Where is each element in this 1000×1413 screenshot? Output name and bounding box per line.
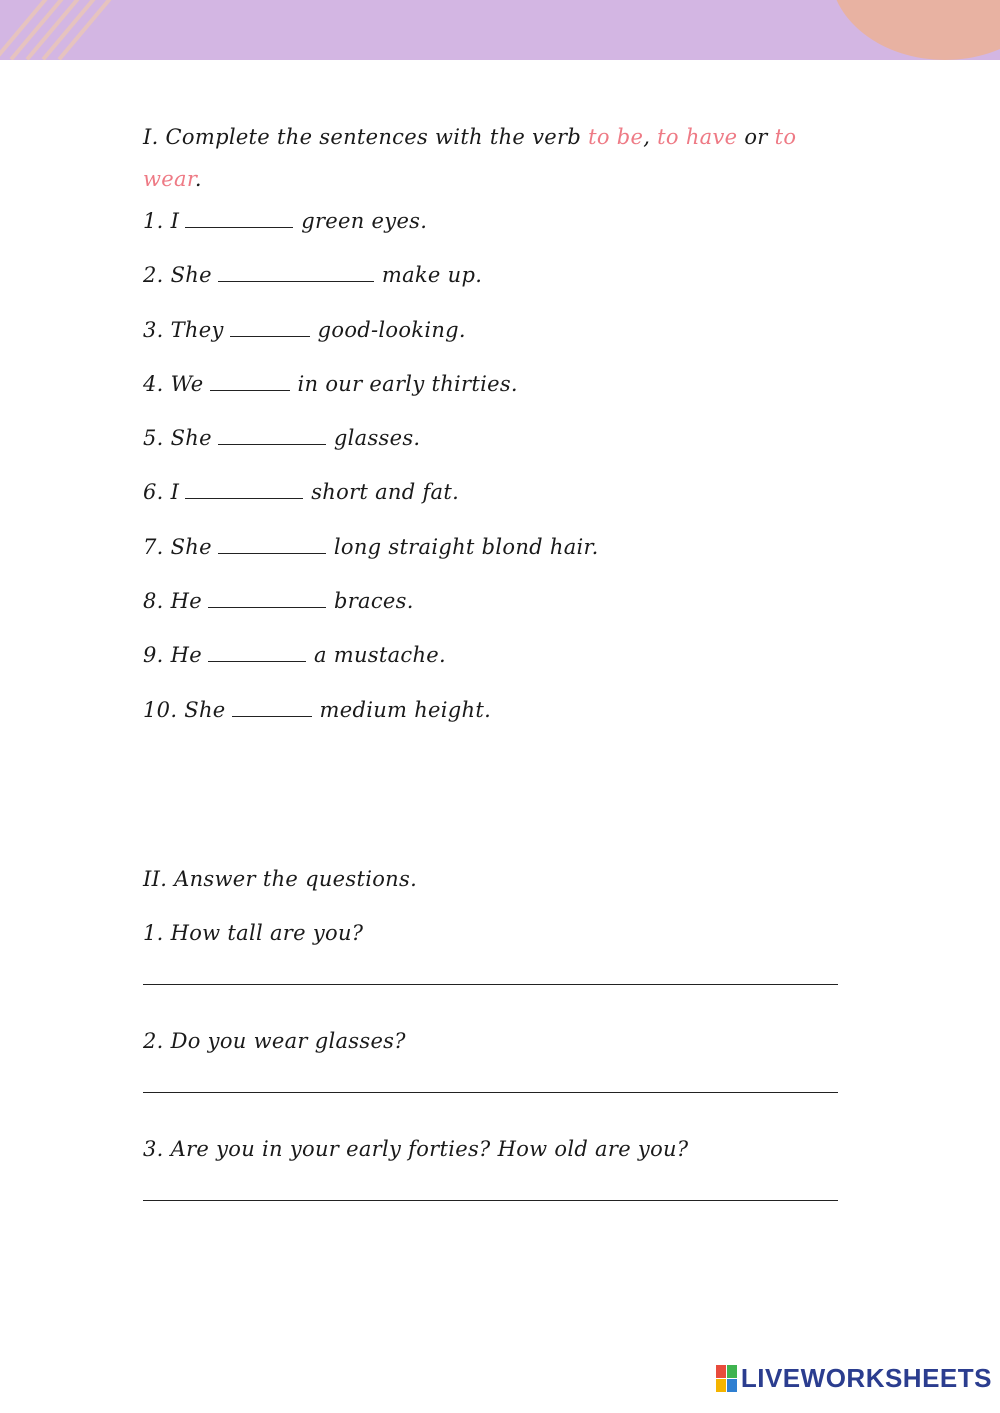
item-subject: 7. She [143, 534, 212, 559]
answer-blank[interactable] [185, 211, 293, 228]
answer-blank[interactable] [210, 374, 290, 391]
item-subject: 1. I [143, 209, 180, 233]
item-rest: medium height. [319, 697, 492, 722]
exercise-item-9 [143, 640, 863, 694]
exercise-item-4 [143, 369, 863, 423]
exercise-item-1 [143, 206, 863, 260]
item-rest: in our early thirties. [297, 371, 518, 396]
exercise-item-7 [143, 532, 863, 586]
verb-to-be: to be [588, 125, 644, 149]
question-1: 1. How tall are you? [143, 921, 364, 945]
item-subject: 9. He [143, 643, 202, 668]
separator: , [643, 125, 658, 149]
section-1-instruction [143, 116, 858, 200]
exercise-item-3 [143, 315, 863, 369]
answer-blank[interactable] [218, 265, 374, 282]
item-rest: long straight blond hair. [333, 534, 599, 559]
exercise-item-8 [143, 586, 863, 640]
answer-blank[interactable] [185, 482, 303, 499]
period: . [194, 167, 202, 191]
answer-blank[interactable] [218, 428, 326, 445]
item-rest: good-looking. [317, 317, 466, 342]
verb-to-have: to have [657, 125, 738, 149]
item-subject: 5. She [143, 426, 212, 451]
item-rest: make up. [381, 263, 483, 288]
answer-blank[interactable] [218, 537, 326, 554]
item-rest: braces. [333, 589, 414, 614]
item-rest: glasses. [333, 426, 421, 451]
answer-blank[interactable] [232, 700, 312, 717]
item-subject: 8. He [143, 589, 202, 614]
item-subject: 3. They [143, 317, 224, 342]
item-rest: a mustache. [313, 643, 447, 668]
header-band [0, 0, 1000, 60]
answer-line-2[interactable] [143, 1072, 863, 1134]
answer-line-3[interactable] [143, 1180, 863, 1242]
item-rest: short and fat. [311, 480, 460, 505]
question-2: 2. Do you wear glasses? [143, 1029, 406, 1053]
item-subject: 6. I [143, 480, 180, 505]
verb-to-wear: to wear [143, 125, 797, 191]
liveworksheets-logo-icon [716, 1365, 737, 1392]
item-subject: 10. She [143, 697, 226, 722]
section-1 [143, 116, 863, 749]
answer-blank[interactable] [208, 591, 326, 608]
section-2 [143, 864, 863, 1242]
exercise-item-5 [143, 423, 863, 477]
item-rest: green eyes. [301, 209, 428, 233]
answer-blank[interactable] [208, 645, 306, 662]
corner-blob-decoration [830, 0, 1000, 60]
answer-blank[interactable] [230, 320, 310, 337]
separator: or [737, 125, 775, 149]
item-subject: 2. She [143, 263, 212, 288]
item-subject: 4. We [143, 371, 204, 396]
section-2-title: II. Answer the questions. [143, 867, 418, 891]
instruction-text: I. Complete the sentences with the verb [143, 125, 589, 149]
exercise-item-6 [143, 477, 863, 531]
brand-name: LIVEWORKSHEETS [740, 1362, 992, 1393]
answer-line-1[interactable] [143, 964, 863, 1026]
exercise-item-10 [143, 695, 863, 749]
liveworksheets-brand [716, 1363, 992, 1393]
question-3: 3. Are you in your early forties? How old are you? [143, 1137, 689, 1161]
exercise-item-2 [143, 260, 863, 314]
